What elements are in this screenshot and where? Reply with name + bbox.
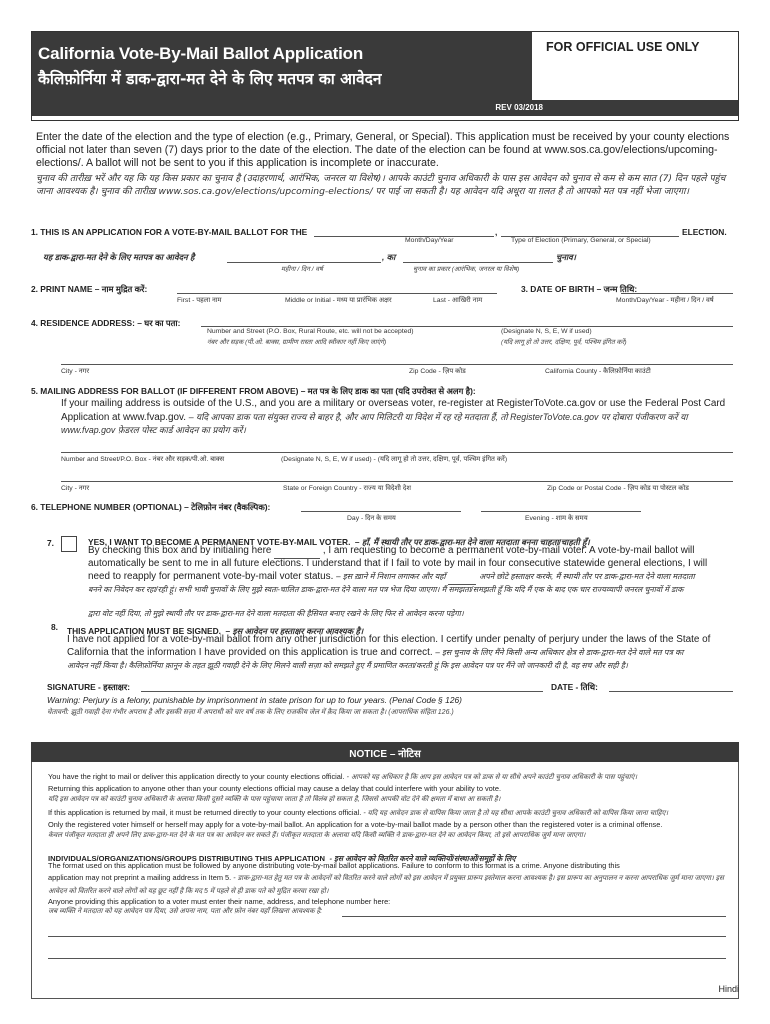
- form-header: [31, 31, 739, 121]
- section-7-number: 7.: [47, 538, 54, 548]
- section-7-line1a: By checking this box and by initialing here: [88, 545, 272, 556]
- notice-h2: INDIVIDUALS/ORGANIZATIONS/GROUPS DISTRIBUTING THIS APPLICATION: [48, 854, 326, 863]
- caption-city: City - नगर: [61, 368, 90, 375]
- distributor-line-3[interactable]: [48, 958, 726, 959]
- notice-p3: If this application is returned by mail, it must be returned directly to your county elections official.: [48, 808, 362, 817]
- initial-line[interactable]: [274, 545, 320, 559]
- section-8-line1: I have not applied for a vote-by-mail ballot from any other jurisdiction for this election. I certify under penalty of perjury under the laws of the State of: [67, 634, 711, 645]
- intro-english: Enter the date of the election and the type of election (e.g., Primary, General, or Special). This application must be received by your county elections official not later than seven (7) days prior to the date of the election. The date of the election can be found at www.sos.ca.gov/elections/upcoming-elections/. A ballot will not be sent to you if this application is incomplete or inaccurate.: [36, 131, 730, 170]
- section-8-line2b: – इस चुनाव के लिए मैंने किसी अन्य अधिकार क्षेत्र से डाक-द्वारा-मत देने वाले मत पत्र का: [435, 648, 684, 657]
- notice-p1: You have the right to mail or deliver this application directly to your county elections official.: [48, 772, 345, 781]
- notice-p1-hi: - आपको यह अधिकार है कि आप इस आवेदन पत्र को डाक से या सीधे अपने काउंटी चुनाव अधिकारी के पास पहुंचाएं।: [346, 774, 638, 781]
- caption-election-date: Month/Day/Year: [405, 237, 454, 244]
- caption-day: Day - दिन के समय: [347, 515, 396, 522]
- notice-p6: Anyone providing this application to a voter must enter their name, address, and telephone number here:: [48, 897, 391, 906]
- dob-line[interactable]: [621, 293, 733, 294]
- section-7-heading: YES, I WANT TO BECOME A PERMANENT VOTE-BY-MAIL VOTER.: [88, 537, 351, 547]
- revision-label: REV 03/2018: [495, 103, 543, 112]
- section-8-heading-hi: – इस आवेदन पर हस्ताक्षर करना आवश्यक है।: [225, 626, 364, 636]
- notice-h2-hi: - इस आवेदन को वितरित करने वाले व्यक्तियों/संस्थाओं/समूहों के लिए: [329, 854, 516, 863]
- section-6-label: 6. TELEPHONE NUMBER (OPTIONAL) – टेलिफ़ोन नंबर (वैकल्पिक):: [31, 502, 271, 512]
- section-8-number: 8.: [51, 622, 58, 632]
- notice-p3-hi: - यदि यह आवेदन डाक से वापिस किया जाता है तो यह सीधा आपके काउंटी चुनाव अधिकारी को वापिस किया जाना चाहिए।: [363, 810, 669, 817]
- official-use-label: FOR OFFICIAL USE ONLY: [546, 40, 700, 54]
- caption-street: Number and Street (P.O. Box, Rural Route, etc. will not be accepted): [207, 328, 414, 335]
- section-7-line3b: – इस ख़ाने में निशान लगाकर और यहाँ: [336, 572, 446, 581]
- notice-p5b: application may not preprint a mailing address in Item 5.: [48, 873, 232, 882]
- section-1-hindi-end: चुनाव।: [556, 252, 576, 262]
- election-word: ELECTION.: [682, 227, 727, 237]
- notice-p6-hi: जब व्यक्ति ने मतदाता को यह आवेदन पत्र दिया, उसे अपना नाम, पता और फ़ोन नंबर यहाँ लिखना आवश्यक है:: [48, 908, 323, 915]
- section-3-label: 3. DATE OF BIRTH – जन्म तिथि:: [521, 284, 638, 294]
- mailing-street-line[interactable]: [61, 452, 733, 453]
- section-8-hi2: आवेदन नहीं किया है। कैलिफ़ोर्निया क़ानून के तहत झूठी गवाही देने के लिए मिलने वाली सज़ा को समझते हुए मैं प्रमाणित करता/करती हूं कि इस आवेदन पत्र पर मैंने जो जानकारी दी है, वह सच और सही है।: [67, 661, 628, 670]
- title-block: [32, 32, 532, 100]
- name-line[interactable]: [177, 293, 497, 294]
- caption-mail-city: City - नगर: [61, 485, 90, 492]
- caption-designate-hi: (यदि लागू हो तो उत्तर, दक्षिण, पूर्व, पश्चिम इंगित करें): [501, 339, 627, 346]
- notice-p5a: The format used on this application must be followed by anyone distributing vote-by-mail ballot applications. Failure to conform to this format is a crime. Anyone distributing this: [48, 861, 620, 870]
- section-2-label: 2. PRINT NAME – नाम मुद्रित करें:: [31, 284, 148, 294]
- caption-mail-zip: Zip Code or Postal Code - ज़िप कोड या पोस्टल कोड: [547, 485, 689, 492]
- signature-label: SIGNATURE - हस्ताक्षर:: [47, 682, 131, 692]
- section-1-hindi-ka: , का: [382, 252, 396, 262]
- caption-designate: (Designate N, S, E, W if used): [501, 328, 592, 335]
- intro-hindi: चुनाव की तारीख़ भरें और यह कि यह किस प्रकार का चुनाव है (उदाहरणार्थ, आरंभिक, जनरल या विशेष)। आपके काउंटी चुनाव अधिकारी के पास इस आवेदन को चुनाव से कम से कम सात (7) दिन पहले पहुंच जाना आवश्यक है। चुनाव की तारीख़ www.sos.ca.gov/elections/upcoming-elections/ पर पाई जा सकती है। यह आवेदन यदि अधूरा या ग़लत है तो आपको मत पत्र नहीं भेजा जाएगा।: [36, 173, 726, 197]
- perjury-warning-hi: चेतावनी: झूठी गवाही देना गंभीर अपराध है और इसकी सज़ा में अपराधी को चार वर्ष तक के लिए राजकीय जेल में क़ैद किया जा सकता है। (आपराधिक संहिता 126.): [47, 709, 454, 716]
- caption-type-hi: चुनाव का प्रकार (आरंभिक, जनरल या विशेष): [413, 266, 520, 273]
- section-7-line3c: अपने छोटे हस्ताक्षर करके, मैं स्थायी तौर पर डाक-द्वारा-मत देने वाला मतदाता: [479, 572, 695, 581]
- evening-phone-line[interactable]: [481, 511, 641, 512]
- caption-evening: Evening - शाम के समय: [525, 515, 588, 522]
- caption-date-hi: महीना / दिन / वर्ष: [281, 266, 323, 273]
- caption-election-type: Type of Election (Primary, General, or Special): [511, 237, 651, 244]
- section-1-hindi: यह डाक-द्वारा-मत देने के लिए मतपत्र का आवेदन है: [43, 252, 195, 262]
- revision-bar: [32, 100, 738, 116]
- section-7-line1b: , I am requesting to become a permanent vote-by-mail voter. A vote-by-mail ballot will: [322, 545, 695, 556]
- title-hindi: कैलिफ़ोर्निया में डाक-द्वारा-मत देने के लिए मतपत्र का आवेदन: [38, 70, 382, 88]
- date-label: DATE - तिथि:: [551, 682, 598, 692]
- section-1-label: 1. THIS IS AN APPLICATION FOR A VOTE-BY-MAIL BALLOT FOR THE: [31, 227, 308, 237]
- notice-p4-hi: केवल पंजीकृत मतदाता ही अपने लिए डाक-द्वारा-मत देने के मत पत्र का आवेदन कर सकते हैं। पंजीकृत मतदाता के अलावा यदि किसी व्यक्ति ने डाक-द्वारा-मत देने का आवेदन किया, तो इसे आपराधिक जुर्म माना जाएगा।: [48, 832, 586, 839]
- section-7-hi3: द्वारा वोट नहीं दिया, तो मुझे स्थायी तौर पर डाक-द्वारा-मत देने वाला मतदाता की हैसियत बनाए रखने के लिए फिर से आवेदन करना पड़ेगा।: [88, 609, 464, 618]
- section-5-label: 5. MAILING ADDRESS FOR BALLOT (IF DIFFERENT FROM ABOVE) – मत पत्र के लिए डाक का पता (यदि उपरोक्त से अलग है):: [31, 386, 476, 396]
- application-form: California Vote-By-Mail Ballot Application कैलिफ़ोर्निया में डाक-द्वारा-मत देने के लिए मतपत्र का आवेदन FOR OFFICIAL USE ONLY REV 03/2018 Enter the date of the election and the type of election (e.g., Primary, General, or Special). This application must be received by your county elections official not later than seven (7) days prior to the date of the election. The date of the election can be found at www.sos.ca.gov/elections/upcoming-elections/. A ballot will not be sent to you if this application is incomplete or inaccurate. चुनाव की तारीख़ भरें और यह कि यह किस प्रकार का चुनाव है (उदाहरणार्थ, आरंभिक, जनरल या विशेष)। आपके काउंटी चुनाव अधिकारी के पास इस आवेदन को चुनाव से कम से कम सात (7) दिन पहले पहुंच जाना आवश्यक है। चुनाव की तारीख़ www.sos.ca.gov/elections/upcoming-elections/ पर पाई जा सकती है। यह आवेदन यदि अधूरा या ग़लत है तो आपको मत पत्र नहीं भेजा जाएगा। 1. THIS IS AN APPLICATION FOR A VOTE-BY-MAIL BALLOT FOR THE , ELECTION. Month/Day/Year Type of Election (Primary, General, or Special) यह डाक-द्वारा-मत देने के लिए मतपत्र का आवेदन है , का चुनाव। महीना / दिन / वर्ष चुनाव का प्रकार (आरंभिक, जनरल या विशेष) 2. PRINT NAME – नाम मुद्रित करें: First - पहला नाम Middle or Initial - मध्य या प्रारंभिक अक्षर Last - आखिरी नाम 3. DATE OF BIRTH – जन्म तिथि: Month/Day/Year - महीना / दिन / वर्ष 4. RESIDENCE ADDRESS: – घर का पता: Number and Street (P.O. Box, Rural Route, etc. will not be accepted) नंबर और सड़क (पी.ओ. बाक्स, ग्रामीण रास्ता आदि स्वीकार नहीं किए जाएंगे) (Designate N, S, E, W if used) (यदि लागू हो तो उत्तर, दक्षिण, पूर्व, पश्चिम इंगित करें) City - नगर Zip Code - ज़िप कोड California County - कैलिफ़ोर्निया काउंटी 5. MAILING ADDRESS FOR BALLOT (IF DIFFERENT FROM ABOVE) – मत पत्र के लिए डाक का पता (यदि उपरोक्त से अलग है): If your mailing address is outside of the U.S., and you are a military or overseas voter, re-register at RegisterToVote.ca.gov or use the Federal Post Card Application at www.fvap.gov. – यदि आपका डाक पता संयुक्त राज्य से बाहर है, और आप मिलिटरी या विदेश में रह रहे मतदाता हैं, तो RegisterToVote.ca.gov पर दोबारा पंजीकरण करें या www.fvap.gov फ़ेडरल पोस्ट कार्ड आवेदन का प्रयोग करें। Number and Street/P.O. Box - नंबर और सड़क/पी.ओ. बाक्स (Designate N, S, E, W if used) - (यदि लागू हो तो उत्तर, दक्षिण, पूर्व, पश्चिम इंगित करें) City - नगर State or Foreign Country - राज्य या विदेशी देश Zip Code or Postal Code - ज़िप कोड या पोस्टल कोड 6. TELEPHONE NUMBER (OPTIONAL) – टेलिफ़ोन नंबर (वैकल्पिक): Day - दिन के समय Evening - शाम के समय 7. YES, I WANT TO BECOME A PERMANENT VOTE-BY-MAIL VOTER. – हाँ, मैं स्थायी तौर पर डाक-द्वारा-मत देने वाला मतदाता बनना चाहता/चाहती हूँ। By checking this box and by initialing here , I am requesting to become a permanent vote-by-mail voter. A vote-by-mail ballot will automatically be sent to me in all future elections. I understand that if I fail to vote by mail in four consecutive statewide general elections, I will need to reapply for permanent vote-by-mail voter status. – इस ख़ाने में निशान लगाकर और यहाँ अपने छोटे हस्ताक्षर करके, मैं स्थायी तौर पर डाक-द्वारा-मत देने वाला मतदाता बनने का निवेदन कर रहा/रही हूं। सभी भावी चुनावों के लिए मुझे स्वतः-चालित डाक-द्वारा-मत देने वाला मत पत्र भेज दिया जाएगा। मैं समझता/समझती हूँ कि यदि मैं एक के बाद एक चार राज्यव्यापी जनरल चुनावों में डाक द्वारा वोट नहीं दिया, तो मुझे स्थायी तौर पर डाक-द्वारा-मत देने वाला मतदाता की हैसियत बनाए रखने के लिए फिर से आवेदन करना पड़ेगा। 8. THIS APPLICATION MUST BE SIGNED. – इस आवेदन पर हस्ताक्षर करना आवश्यक है। I have not applied for a vote-by-mail ballot from any other jurisdiction for this election. I certify under penalty of perjury under the laws of the State of California that the information I have provided on this application is true and correct. – इस चुनाव के लिए मैंने किसी अन्य अधिकार क्षेत्र से डाक-द्वारा-मत देने वाले मत पत्र का आवेदन नहीं किया है। कैलिफ़ोर्निया क़ानून के तहत झूठी गवाही देने के लिए मिलने वाली सज़ा को समझते हुए मैं प्रमाणित करता/करती हूं कि इस आवेदन पत्र पर मैंने जो जानकारी दी है, वह सच और सही है। SIGNATURE - हस्ताक्षर: DATE - तिथि: Warning: Perjury is a felony, punishable by imprisonment in state prison for up to four years. (Penal Code § 126) चेतावनी: झूठी गवाही देना गंभीर अपराध है और इसकी सज़ा में अपराधी को चार वर्ष तक के लिए राजकीय जेल में क़ैद किया जा सकता है। (आपराधिक संहिता 126.) NOTICE – नोटिस You have the right to mail or deliver this application directly to your county elections official. - आपको यह अधिकार है कि आप इस आवेदन पत्र को डाक से या सीधे अपने काउंटी चुनाव अधिकारी के पास पहुंचाएं। Returning this application to anyone other than your county elections official may cause a delay that could interfere with your ability to vote. यदि इस आवेदन पत्र को काउंटी चुनाव अधिकारी के अलावा किसी दूसरे व्यक्ति के पास पहुंचाया जाता है तो विलंब हो सकता है, जिससे आपकी वोट देने की क्षमता में बाधा आ सकती है। If this application is returned by mail, it must be returned directly to your county elections official. - यदि यह आवेदन डाक से वापिस किया जाता है तो यह सीधा आपके काउंटी चुनाव अधिकारी को वापिस किया जाना चाहिए। Only the registered voter himself or herself may apply for a vote-by-mail ballot. An application for a vote-by-mail ballot made by a person other than the registered voter is a criminal offense. केवल पंजीकृत मतदाता ही अपने लिए डाक-द्वारा-मत देने के मत पत्र का आवेदन कर सकते हैं। पंजीकृत मतदाता के अलावा यदि किसी व्यक्ति ने डाक-द्वारा-मत देने का आवेदन किया, तो इसे आपराधिक जुर्म माना जाएगा। INDIVIDUALS/ORGANIZATIONS/GROUPS DISTRIBUTING THIS APPLICATION - इस आवेदन को वितरित करने वाले व्यक्तियों/संस्थाओं/समूहों के लिए The format used on this application must be followed by anyone distributing vote-by-mail ballot applications. Failure to conform to this format is a crime. Anyone distributing this application may not preprint a mailing address in Item 5. - डाक-द्वारा-मत हेतु मत पत्र के आवेदनों को वितरित करने वाले लोगों को इस आवेदन में प्रयुक्त प्रारूप इस्तेमाल करना आवश्यक है। इस प्रारूप का अनुपालन न करना आपराधिक जुर्म माना जाएगा। इस आवेदन को वितरित करने वाले लोगों को यह छूट नहीं है कि मद 5 में पहले से ही डाक पते को मुद्रित करवा रखा हो। Anyone providing this application to a voter must enter their name, address, and telephone number here: जब व्यक्ति ने मतदाता को यह आवेदन पत्र दिया, उसे अपना नाम, पता और फ़ोन नंबर यहाँ लिखना आवश्यक है: Hindi: [31, 31, 739, 999]
- day-phone-line[interactable]: [301, 511, 461, 512]
- notice-p2: Returning this application to anyone other than your county elections official may cause a delay that could interfere with your ability to vote.: [48, 784, 502, 793]
- caption-mail-designate: (Designate N, S, E, W if used) - (यदि लागू हो तो उत्तर, दक्षिण, पूर्व, पश्चिम इंगित करें): [281, 456, 508, 463]
- caption-mail-state: State or Foreign Country - राज्य या विदेशी देश: [283, 485, 411, 492]
- title-english: California Vote-By-Mail Ballot Application: [38, 44, 364, 63]
- section-7-hi2: बनने का निवेदन कर रहा/रही हूं। सभी भावी चुनावों के लिए मुझे स्वतः-चालित डाक-द्वारा-मत देने वाला मत पत्र भेज दिया जाएगा। मैं समझता/समझती हूँ कि यदि मैं एक के बाद एक चार राज्यव्यापी जनरल चुनावों में डाक: [88, 585, 684, 594]
- caption-mail-street: Number and Street/P.O. Box - नंबर और सड़क/पी.ओ. बाक्स: [61, 456, 225, 463]
- residence-street-line[interactable]: [201, 326, 733, 327]
- election-date-line[interactable]: [314, 236, 494, 237]
- distributor-line-1[interactable]: [342, 916, 726, 917]
- caption-dob: Month/Day/Year - महीना / दिन / वर्ष: [616, 297, 714, 304]
- notice-p4: Only the registered voter himself or herself may apply for a vote-by-mail ballot. An application for a vote-by-mail ballot made by a person other than the registered voter is a criminal offense.: [48, 820, 663, 829]
- caption-middle-name: Middle or Initial - मध्य या प्रारंभिक अक्षर: [285, 297, 392, 304]
- section-4-label: 4. RESIDENCE ADDRESS: – घर का पता:: [31, 318, 181, 328]
- section-5-body-hi: – यदि आपका डाक पता संयुक्त राज्य से बाहर है, और आप मिलिटरी या विदेश में रह रहे मतदाता हैं, तो RegisterToVote.ca.gov पर दोबारा पंजीकरण करें या www.fvap.gov फ़ेडरल पोस्ट कार्ड आवेदन का प्रयोग करें।: [61, 411, 688, 436]
- perjury-warning: Warning: Perjury is a felony, punishable by imprisonment in state prison for up to four years. (Penal Code § 126): [47, 695, 462, 705]
- mailing-city-line[interactable]: [61, 481, 733, 482]
- residence-city-line[interactable]: [61, 364, 733, 365]
- notice-p2-hi: यदि इस आवेदन पत्र को काउंटी चुनाव अधिकारी के अलावा किसी दूसरे व्यक्ति के पास पहुंचाया जाता है तो विलंब हो सकता है, जिससे आपकी वोट देने की क्षमता में बाधा आ सकती है।: [48, 796, 501, 803]
- signature-date-line[interactable]: [609, 691, 733, 692]
- permanent-vbm-checkbox[interactable]: [61, 536, 77, 552]
- section-7-line3a: need to reapply for permanent vote-by-mail voter status.: [88, 571, 334, 582]
- signature-line[interactable]: [141, 691, 543, 692]
- section-8-heading: THIS APPLICATION MUST BE SIGNED.: [67, 626, 222, 636]
- section-7-heading-hi: – हाँ, मैं स्थायी तौर पर डाक-द्वारा-मत देने वाला मतदाता बनना चाहता/चाहती हूँ।: [354, 537, 590, 547]
- election-type-line-hi[interactable]: [403, 262, 553, 263]
- caption-street-hi: नंबर और सड़क (पी.ओ. बाक्स, ग्रामीण रास्ता आदि स्वीकार नहीं किए जाएंगे): [207, 339, 387, 346]
- notice-p5-hi: - डाक-द्वारा-मत हेतु मत पत्र के आवेदनों को वितरित करने वाले लोगों को इस आवेदन में प्रयुक्त प्रारूप इस्तेमाल करना आवश्यक है। इस प्रारूप का अनुपालन न करना आपराधिक जुर्म माना जाएगा। इस आवेदन को वितरित करने वाले लोगों को यह छूट नहीं है कि मद 5 में पहले से ही डाक पते को मुद्रित करवा रखा हो।: [48, 875, 724, 895]
- section-8-line2a: California that the information I have provided on this application is true and correct.: [67, 647, 433, 658]
- caption-county: California County - कैलिफ़ोर्निया काउंटी: [545, 368, 651, 375]
- caption-last-name: Last - आखिरी नाम: [433, 297, 483, 304]
- section-5-body: If your mailing address is outside of the U.S., and you are a military or overseas voter, re-register at RegisterToVote.ca.gov or use the Federal Post Card Application at www.fvap.gov.: [61, 398, 726, 423]
- notice-header: [31, 742, 739, 762]
- section-7-line2: automatically be sent to me in all future elections. I understand that if I fail to vote by mail in four consecutive statewide general elections, I will: [88, 558, 708, 569]
- language-label: Hindi: [718, 984, 739, 994]
- caption-zip: Zip Code - ज़िप कोड: [409, 368, 466, 375]
- notice-title: NOTICE – नोटिस: [349, 749, 421, 760]
- caption-first-name: First - पहला नाम: [177, 297, 222, 304]
- election-date-line-hi[interactable]: [227, 262, 381, 263]
- initial-line-hi[interactable]: [448, 571, 476, 585]
- notice-box: [31, 762, 739, 999]
- distributor-line-2[interactable]: [48, 936, 726, 937]
